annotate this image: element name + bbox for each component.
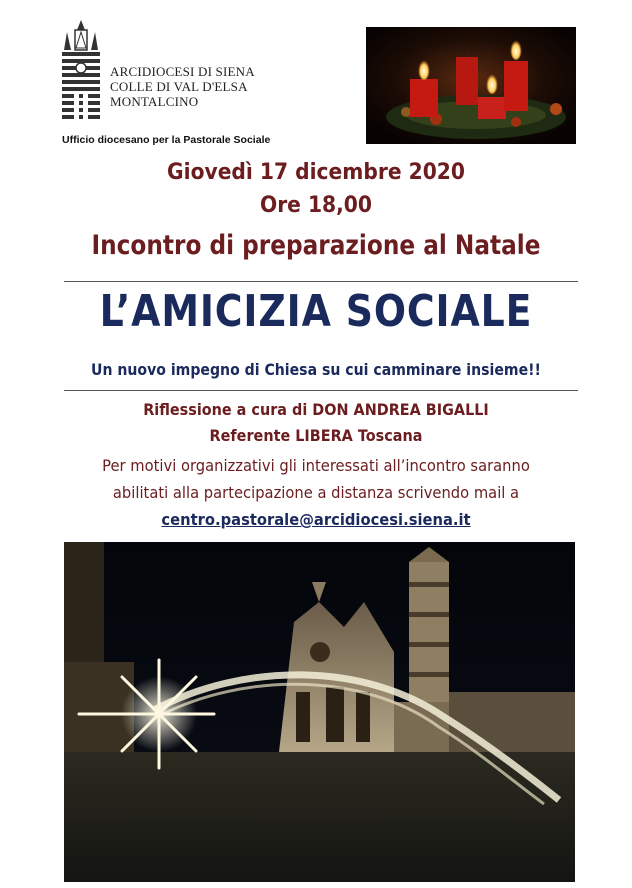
- info-line-2: abilitati alla partecipazione a distanza scrivendo mail a: [112, 483, 520, 502]
- event-time: Ore 18,00: [259, 193, 372, 218]
- divider-top: [64, 281, 578, 282]
- divider-bottom: [64, 390, 578, 391]
- advent-candles-photo: [366, 27, 576, 144]
- email-link[interactable]: centro.pastorale@arcidiocesi.siena.it: [161, 510, 471, 529]
- org-line-1: ARCIDIOCESI DI SIENA: [110, 64, 255, 79]
- org-line-2: COLLE DI VAL D'ELSA: [110, 79, 248, 94]
- main-title: L’AMICIZIA SOCIALE: [99, 286, 533, 337]
- organization-name: [110, 64, 255, 109]
- diocese-logo-icon: [58, 20, 104, 124]
- speaker-role: Referente LIBERA Toscana: [209, 426, 423, 445]
- org-line-3: MONTALCINO: [110, 94, 199, 109]
- info-line-1: Per motivi organizzativi gli interessati all’incontro saranno: [102, 456, 530, 475]
- event-title: Incontro di preparazione al Natale: [91, 230, 541, 261]
- subtitle: Un nuovo impegno di Chiesa su cui camminare insieme!!: [91, 360, 541, 379]
- email-line: [25, 510, 606, 529]
- speaker-line: Riflessione a cura di DON ANDREA BIGALLI: [143, 400, 489, 419]
- office-name: Ufficio diocesano per la Pastorale Sociale: [62, 134, 271, 146]
- event-date: Giovedì 17 dicembre 2020: [167, 160, 465, 185]
- cathedral-night-photo: [64, 542, 575, 882]
